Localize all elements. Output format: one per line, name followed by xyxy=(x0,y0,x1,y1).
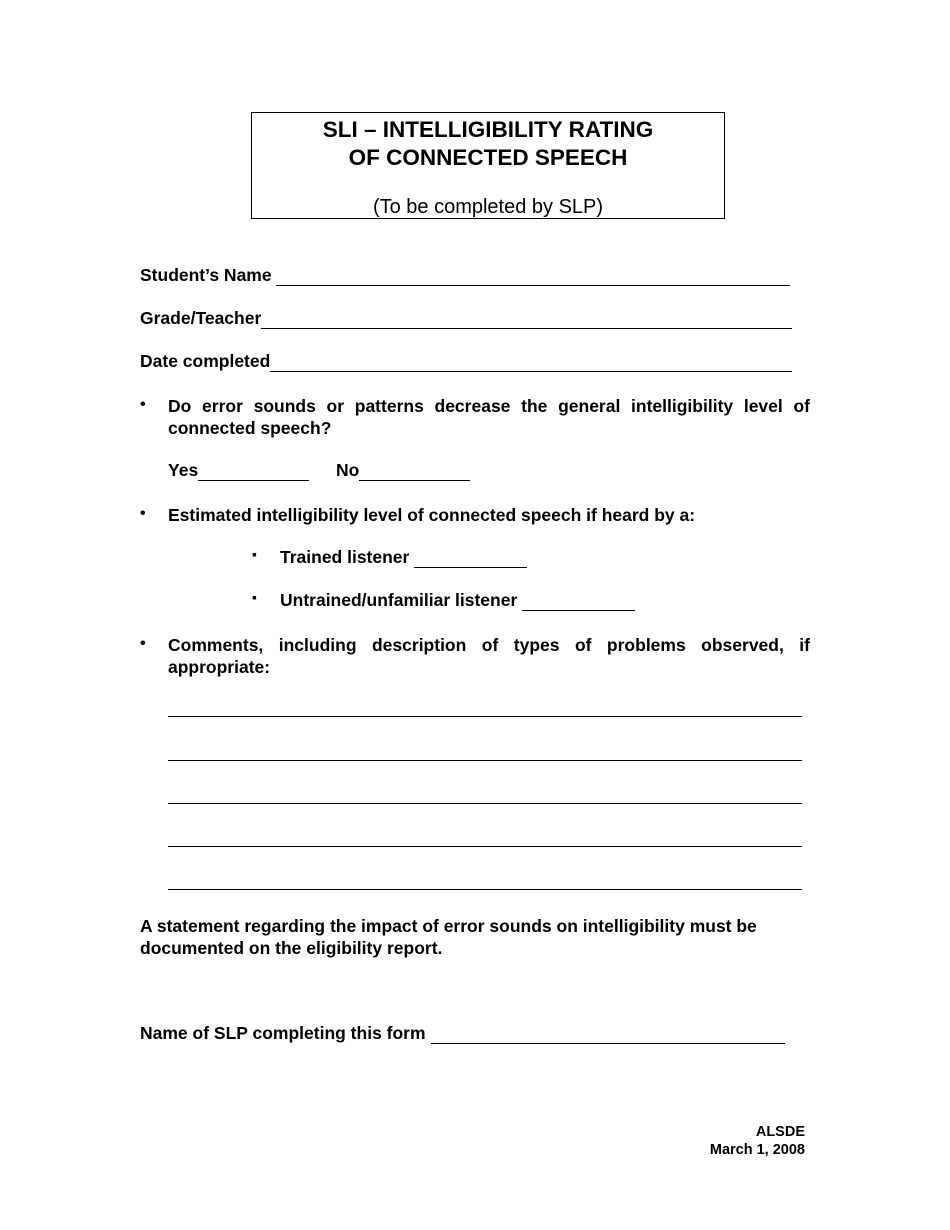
slp-name-input-line[interactable] xyxy=(431,1026,785,1044)
slp-name-field xyxy=(140,1022,785,1044)
comment-line-3[interactable] xyxy=(168,803,802,804)
square-bullet-icon: ▪ xyxy=(252,589,257,605)
untrained-listener-field xyxy=(280,589,635,611)
date-completed-field xyxy=(140,350,792,372)
question-1-text: Do error sounds or patterns decrease the general intelligibility level of connected speech? xyxy=(168,396,810,438)
untrained-listener-label: Untrained/unfamiliar listener xyxy=(280,590,518,610)
student-name-field xyxy=(140,264,790,286)
trained-listener-field xyxy=(280,546,527,568)
student-name-label: Student’s Name xyxy=(140,265,272,285)
trained-listener-label: Trained listener xyxy=(280,547,410,567)
form-title-line-1: SLI – INTELLIGIBILITY RATING xyxy=(322,117,654,142)
statement-text: A statement regarding the impact of error sounds on intelligibility must be documented on the eligibility report. xyxy=(140,916,757,958)
form-subtitle: (To be completed by SLP) xyxy=(372,196,604,218)
form-title-box xyxy=(251,112,725,219)
slp-name-label: Name of SLP completing this form xyxy=(140,1023,426,1043)
yes-input-line[interactable] xyxy=(198,463,309,481)
yes-field xyxy=(168,459,309,481)
trained-listener-input-line[interactable] xyxy=(414,550,527,568)
no-field xyxy=(336,459,470,481)
no-label: No xyxy=(336,460,360,480)
student-name-input-line[interactable] xyxy=(276,268,790,286)
grade-teacher-label: Grade/Teacher xyxy=(140,308,262,328)
bullet-icon: • xyxy=(140,505,146,522)
comment-line-4[interactable] xyxy=(168,846,802,847)
question-2-text: Estimated intelligibility level of connected speech if heard by a: xyxy=(168,505,696,525)
yes-label: Yes xyxy=(168,460,199,480)
comment-line-5[interactable] xyxy=(168,889,802,890)
no-input-line[interactable] xyxy=(359,463,470,481)
date-completed-label: Date completed xyxy=(140,351,271,371)
untrained-listener-input-line[interactable] xyxy=(522,593,635,611)
grade-teacher-input-line[interactable] xyxy=(261,311,792,329)
footer-date: March 1, 2008 xyxy=(709,1142,805,1158)
square-bullet-icon: ▪ xyxy=(252,546,257,562)
date-completed-input-line[interactable] xyxy=(270,354,792,372)
form-title-line-2: OF CONNECTED SPEECH xyxy=(348,145,628,170)
comment-line-2[interactable] xyxy=(168,760,802,761)
grade-teacher-field xyxy=(140,307,792,329)
footer-org: ALSDE xyxy=(755,1124,805,1140)
question-3-text: Comments, including description of types of problems observed, if appropriate: xyxy=(168,635,810,677)
comment-line-1[interactable] xyxy=(168,716,802,717)
bullet-icon: • xyxy=(140,396,146,413)
bullet-icon: • xyxy=(140,635,146,652)
